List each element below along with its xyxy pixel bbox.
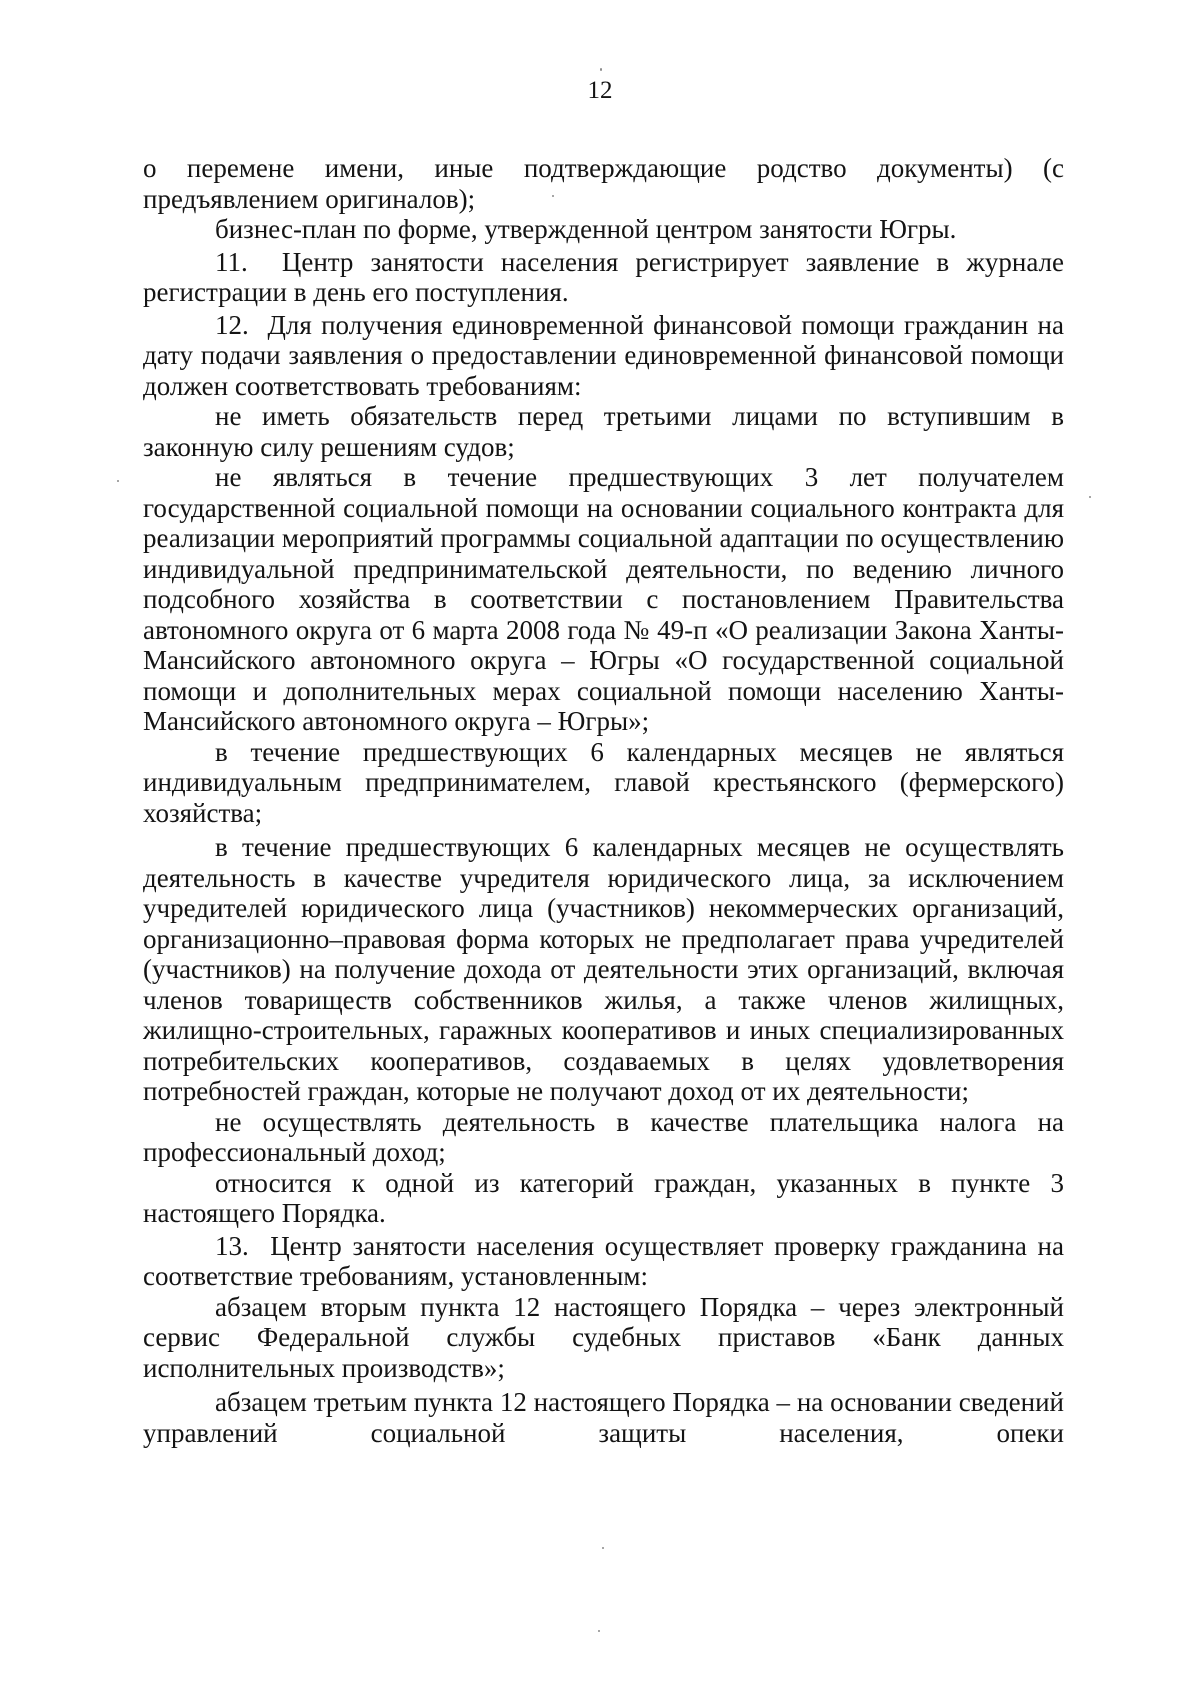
paragraph-check-bailiffs: абзацем вторым пункта 12 настоящего Порядка – через электронный сервис Федеральной службы судебных приставов «Банк данных исполнительных производств»;	[143, 1291, 1064, 1383]
paragraph-requirement-tax: не осуществлять деятельность в качестве плательщика налога на профессиональный доход;	[143, 1106, 1064, 1167]
scan-speck	[602, 1547, 604, 1549]
paragraph-check-social-protection: абзацем третьим пункта 12 настоящего Порядка – на основании сведений управлений социальной защиты населения, опеки	[143, 1387, 1064, 1448]
paragraph-item-11: 11. Центр занятости населения регистрирует заявление в журнале регистрации в день его поступления.	[143, 246, 1064, 307]
scan-speck	[117, 480, 119, 482]
paragraph-business-plan: бизнес-план по форме, утвержденной центром занятости Югры.	[215, 214, 957, 244]
paragraph-requirement-founder: в течение предшествующих 6 календарных месяцев не осуществлять деятельность в качестве учредителя юридического лица, за исключением учредителей юридического лица (участников) некоммерческих организаций, организационно–правовая форма которых не предполагает права учредителей (участников) на получение дохода от деятельности этих организаций, включая членов товариществ собственников жилья, а также членов жилищных, жилищно-строительных, гаражных кооперативов и иных специализированных потребительских кооперативов, создаваемых в целях удовлетворения потребностей граждан, которые не получают доход от их деятельности;	[143, 832, 1064, 1106]
paragraph-continuation: о перемене имени, иные подтверждающие родство документы) (с предъявлением оригиналов);	[143, 153, 1064, 214]
paragraph-requirement-social-aid: не являться в течение предшествующих 3 лет получателем государственной социальной помощи на основании социального контракта для реализации мероприятий программы социальной адаптации по осуществлению индивидуальной предпринимательской деятельности, по ведению личного подсобного хозяйства в соответствии с постановлением Правительства автономного округа от 6 марта 2008 года № 49-п «О реализации Закона Ханты-Мансийского автономного округа – Югры «О государственной социальной помощи и дополнительных мерах социальной помощи населению Ханты-Мансийского автономного округа – Югры»;	[143, 462, 1064, 736]
paragraph-requirement-entrepreneur: в течение предшествующих 6 календарных месяцев не являться индивидуальным предпринимателем, главой крестьянского (фермерского) хозяйства;	[143, 736, 1064, 828]
paragraph-requirement-obligations: не иметь обязательств перед третьими лицами по вступившим в законную силу решениям судов;	[143, 401, 1064, 462]
page-number: 12	[587, 77, 613, 104]
paragraph-item-12: 12. Для получения единовременной финансовой помощи гражданин на дату подачи заявления о предоставлении единовременной финансовой помощи должен соответствовать требованиям:	[143, 309, 1064, 401]
document-body	[143, 153, 1064, 1448]
scan-speck	[552, 195, 554, 197]
paragraph-requirement-category: относится к одной из категорий граждан, указанных в пункте 3 настоящего Порядка.	[143, 1167, 1064, 1228]
scan-speck	[1089, 496, 1091, 498]
paragraph-item-13: 13. Центр занятости населения осуществляет проверку гражданина на соответствие требованиям, установленным:	[143, 1230, 1064, 1291]
scan-speck	[598, 1630, 600, 1632]
scan-speck	[600, 68, 602, 71]
